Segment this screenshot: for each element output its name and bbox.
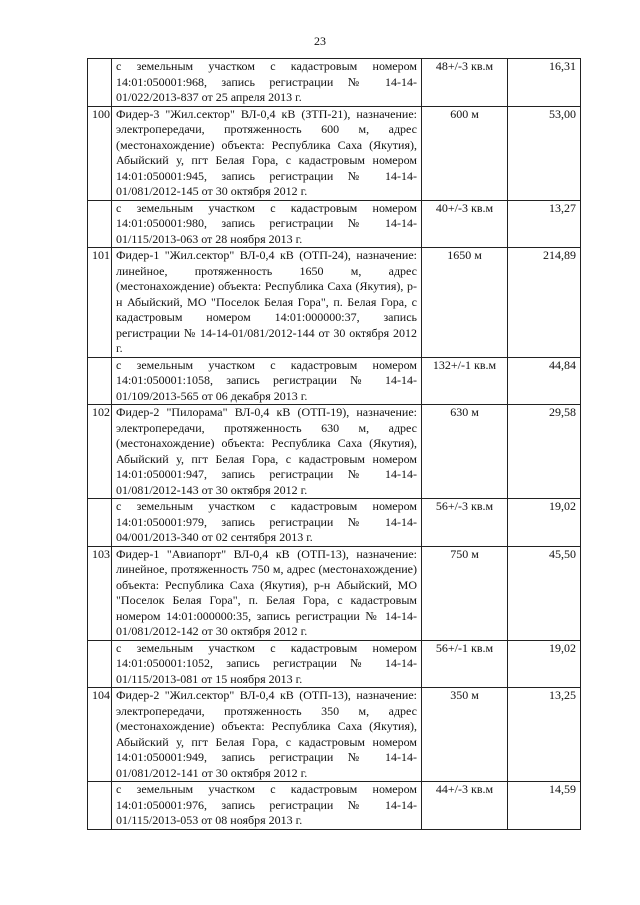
row-number-cell: 103 <box>88 546 112 640</box>
table-row <box>88 405 581 499</box>
object-description-cell: с земельным участком с кадастровым номером 14:01:050001:979, запись регистрации № 14-14-04/001/2013-340 от 02 сентября 2013 г. <box>112 499 422 547</box>
value-cell: 29,58 <box>508 405 581 499</box>
table-row <box>88 546 581 640</box>
object-description-cell: с земельным участком с кадастровым номером 14:01:050001:980, запись регистрации № 14-14-01/115/2013-063 от 28 ноября 2013 г. <box>112 200 422 248</box>
area-length-cell: 40+/-3 кв.м <box>422 200 508 248</box>
table-row <box>88 200 581 248</box>
table-row <box>88 688 581 782</box>
registry-body <box>88 59 581 830</box>
object-description-cell: с земельным участком с кадастровым номером 14:01:050001:976, запись регистрации № 14-14-01/115/2013-053 от 08 ноября 2013 г. <box>112 782 422 830</box>
value-cell: 45,50 <box>508 546 581 640</box>
registry-table <box>87 58 581 830</box>
value-cell: 44,84 <box>508 357 581 405</box>
table-row <box>88 106 581 200</box>
value-cell: 19,02 <box>508 499 581 547</box>
value-cell: 13,25 <box>508 688 581 782</box>
row-number-cell: 104 <box>88 688 112 782</box>
area-length-cell: 44+/-3 кв.м <box>422 782 508 830</box>
area-length-cell: 56+/-1 кв.м <box>422 640 508 688</box>
object-description-cell: с земельным участком с кадастровым номером 14:01:050001:1052, запись регистрации № 14-14-01/115/2013-081 от 15 ноября 2013 г. <box>112 640 422 688</box>
row-number-cell: 100 <box>88 106 112 200</box>
table-row <box>88 357 581 405</box>
area-length-cell: 600 м <box>422 106 508 200</box>
table-row <box>88 59 581 107</box>
table-row <box>88 499 581 547</box>
row-number-cell: 102 <box>88 405 112 499</box>
row-number-cell <box>88 782 112 830</box>
table-row <box>88 640 581 688</box>
area-length-cell: 132+/-1 кв.м <box>422 357 508 405</box>
area-length-cell: 48+/-3 кв.м <box>422 59 508 107</box>
object-description-cell: с земельным участком с кадастровым номером 14:01:050001:968, запись регистрации № 14-14-01/022/2013-837 от 25 апреля 2013 г. <box>112 59 422 107</box>
area-length-cell: 630 м <box>422 405 508 499</box>
value-cell: 53,00 <box>508 106 581 200</box>
object-description-cell: Фидер-2 "Пилорама" ВЛ-0,4 кВ (ОТП-19), назначение: электропередачи, протяженность 630 м, адрес (местонахождение) объекта: Республика Саха (Якутия), Абыйский у, пгт Белая Гора, с кадастровым номером 14:01:050001:947, запись регистрации № 14-14-01/081/2012-143 от 30 октября 2012 г. <box>112 405 422 499</box>
row-number-cell <box>88 499 112 547</box>
object-description-cell: Фидер-1 "Авиапорт" ВЛ-0,4 кВ (ОТП-13), назначение: линейное, протяженность 750 м, адрес (местонахождение) объекта: Республика Саха (Якутия), р-н Абыйский, МО "Поселок Белая Гора", п. Белая Гора, с кадастровым номером 14:01:000000:35, запись регистрации № 14-14-01/081/2012-142 от 30 октября 2012 г. <box>112 546 422 640</box>
object-description-cell: с земельным участком с кадастровым номером 14:01:050001:1058, запись регистрации № 14-14-01/109/2013-565 от 06 декабря 2013 г. <box>112 357 422 405</box>
row-number-cell <box>88 357 112 405</box>
object-description-cell: Фидер-2 "Жил.сектор" ВЛ-0,4 кВ (ОТП-13), назначение: электропередачи, протяженность 350 м, адрес (местонахождение) объекта: Республика Саха (Якутия), Абыйский у, пгт Белая Гора, с кадастровым номером 14:01:050001:949, запись регистрации № 14-14-01/081/2012-141 от 30 октября 2012 г. <box>112 688 422 782</box>
value-cell: 214,89 <box>508 248 581 358</box>
row-number-cell <box>88 200 112 248</box>
value-cell: 19,02 <box>508 640 581 688</box>
object-description-cell: Фидер-1 "Жил.сектор" ВЛ-0,4 кВ (ОТП-24), назначение: линейное, протяженность 1650 м, адрес (местонахождение) объекта: Республика Саха (Якутия), р-н Абыйский, МО "Поселок Белая Гора", п. Белая Гора, с кадастровым номером 14:01:000000:37, запись регистрации № 14-14-01/081/2012-144 от 30 октября 2012 г. <box>112 248 422 358</box>
object-description-cell: Фидер-3 "Жил.сектор" ВЛ-0,4 кВ (ЗТП-21), назначение: электропередачи, протяженность 600 м, адрес (местонахождение) объекта: Республика Саха (Якутия), Абыйский у, пгт Белая Гора, с кадастровым номером 14:01:050001:945, запись регистрации № 14-14-01/081/2012-145 от 30 октября 2012 г. <box>112 106 422 200</box>
area-length-cell: 350 м <box>422 688 508 782</box>
value-cell: 13,27 <box>508 200 581 248</box>
row-number-cell <box>88 640 112 688</box>
table-row <box>88 248 581 358</box>
value-cell: 16,31 <box>508 59 581 107</box>
table-row <box>88 782 581 830</box>
page-number: 23 <box>314 34 326 48</box>
area-length-cell: 1650 м <box>422 248 508 358</box>
area-length-cell: 56+/-3 кв.м <box>422 499 508 547</box>
value-cell: 14,59 <box>508 782 581 830</box>
area-length-cell: 750 м <box>422 546 508 640</box>
row-number-cell: 101 <box>88 248 112 358</box>
row-number-cell <box>88 59 112 107</box>
